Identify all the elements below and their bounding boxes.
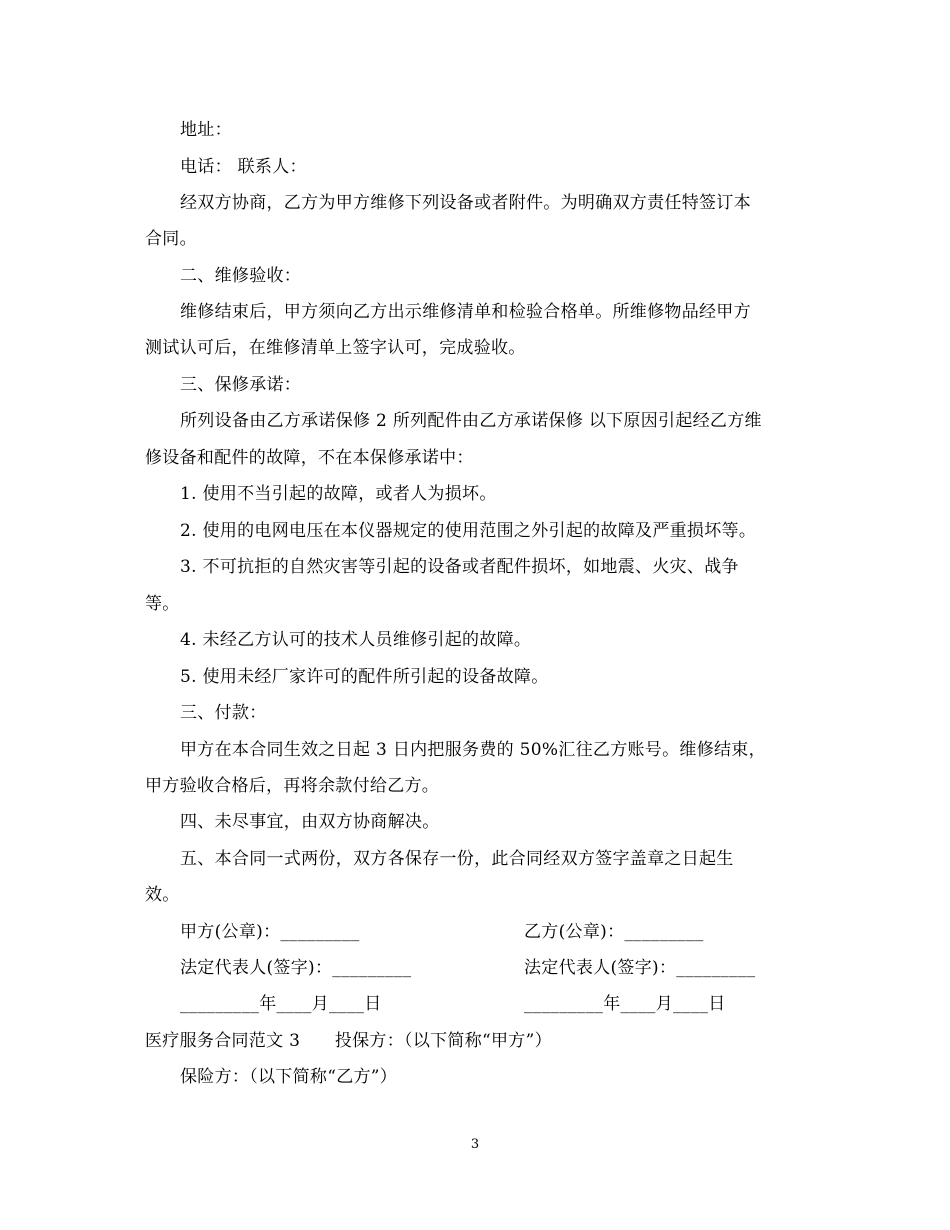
- paragraph-line: 测试认可后，在维修清单上签字认可，完成验收。: [145, 338, 526, 358]
- list-item-continuation: 等。: [145, 594, 180, 614]
- party-a-date-field: _________年____月____日: [180, 994, 382, 1014]
- party-b-date-field: _________年____月____日: [524, 994, 726, 1014]
- paragraph-line: 合同。: [145, 229, 197, 249]
- paragraph-line: 甲方验收合格后，再将余款付给乙方。: [145, 776, 440, 796]
- party-a-seal-field: 甲方(公章)：_________: [180, 922, 360, 942]
- paragraph-line: 甲方在本合同生效之日起 3 日内把服务费的 50%汇往乙方账号。维修结束，: [180, 740, 766, 760]
- paragraph-line: 维修结束后，甲方须向乙方出示维修清单和检验合格单。所维修物品经甲方: [180, 302, 751, 322]
- list-item: 2. 使用的电网电压在本仪器规定的使用范围之外引起的故障及严重损坏等。: [180, 521, 757, 541]
- party-a-representative-field: 法定代表人(签字)：_________: [180, 958, 412, 978]
- list-item: 4. 未经乙方认可的技术人员维修引起的故障。: [180, 630, 532, 650]
- phone-contact-line: 电话： 联系人：: [180, 157, 307, 177]
- paragraph-line: 所列设备由乙方承诺保修 2 所列配件由乙方承诺保修 以下原因引起经乙方维: [180, 411, 762, 431]
- list-item: 3. 不可抗拒的自然灾害等引起的设备或者配件损坏，如地震、火灾、战争: [180, 557, 739, 577]
- paragraph-line: 四、未尽事宜，由双方协商解决。: [180, 812, 440, 832]
- next-contract-title: 医疗服务合同范文 3 投保方：（以下简称“甲方”）: [145, 1031, 552, 1051]
- paragraph-line: 五、本合同一式两份，双方各保存一份，此合同经双方签字盖章之日起生: [180, 849, 734, 869]
- list-item: 1. 使用不当引起的故障，或者人为损坏。: [180, 484, 497, 504]
- section-heading: 二、维修验收：: [180, 266, 302, 286]
- paragraph-line: 经双方协商，乙方为甲方维修下列设备或者附件。为明确双方责任特签订本: [180, 193, 751, 213]
- list-item: 5. 使用未经厂家许可的配件所引起的设备故障。: [180, 667, 549, 687]
- party-b-seal-field: 乙方(公章)：_________: [524, 922, 704, 942]
- page-number: 3: [470, 1137, 480, 1152]
- section-heading: 三、保修承诺：: [180, 375, 302, 395]
- paragraph-line: 效。: [145, 885, 180, 905]
- paragraph-line: 修设备和配件的故障，不在本保修承诺中：: [145, 448, 474, 468]
- insurer-line: 保险方：（以下简称“乙方”）: [180, 1067, 398, 1087]
- section-heading: 三、付款：: [180, 703, 267, 723]
- address-line: 地址：: [180, 120, 232, 140]
- party-b-representative-field: 法定代表人(签字)：_________: [524, 958, 756, 978]
